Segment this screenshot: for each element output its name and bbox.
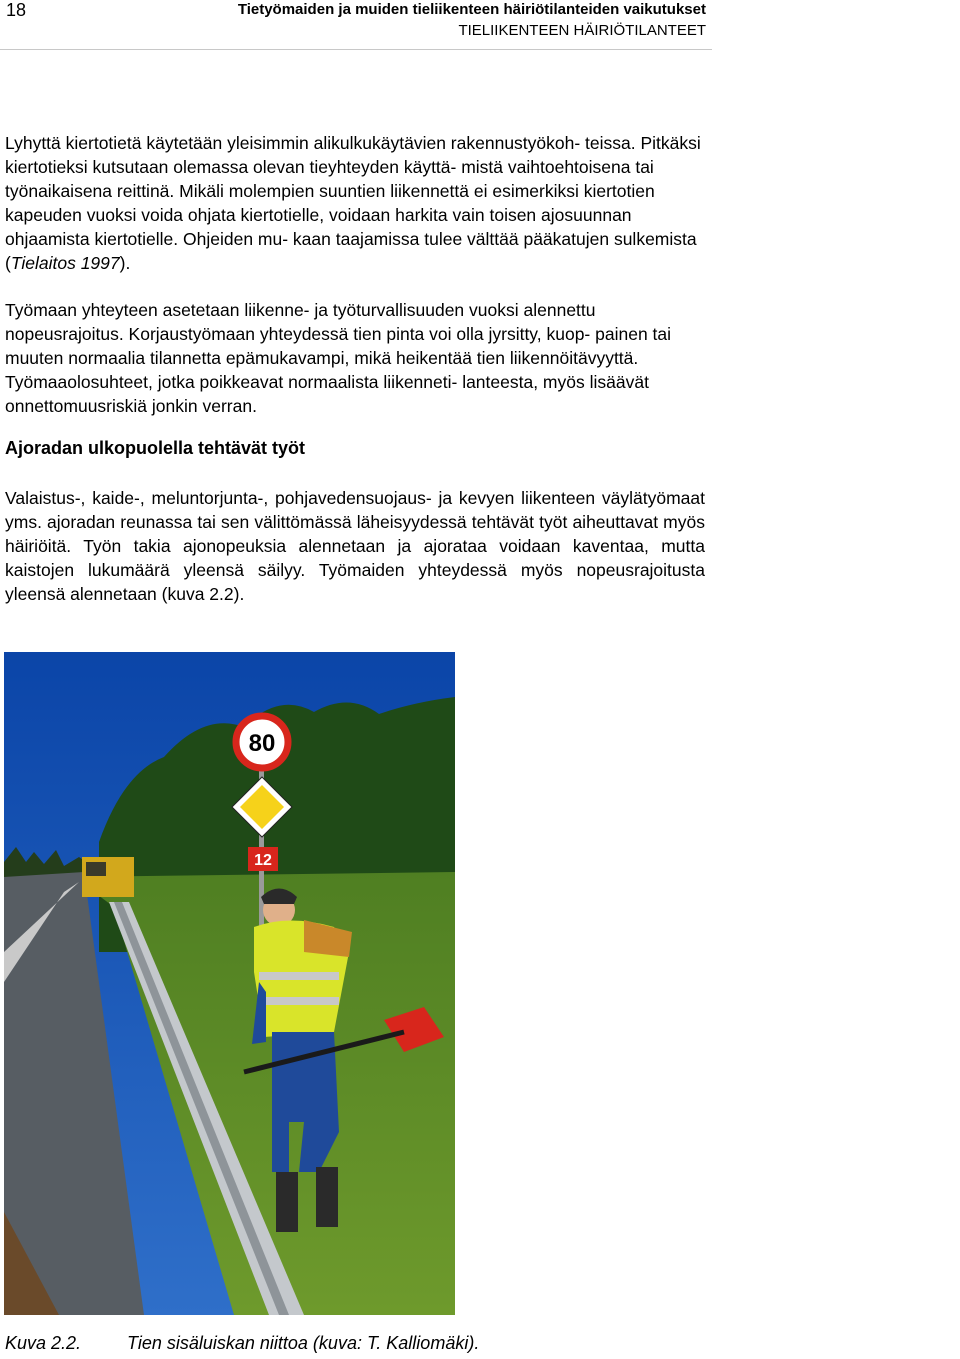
paragraph-detours-text: Lyhyttä kiertotietä käytetään yleisimmin alikulkukäytävien rakennustyökoh- teissa. Pitkäksi kiertotieksi kutsutaan olemassa olevan tieyhteyden käyttä- mistä vaihtoehtoisena tai työnaikaisena reittinä. Mikäli molempien suuntien liikennettä ei esimerkiksi kiertotien kapeuden vuoksi voida ohjata kiertotielle, voidaan harkita vain toisen ajosuunnan ohjaamista kiertotielle. Ohjeiden mu- kaan taajamissa tulee välttää pääkatujen sulkemista ( (5, 133, 701, 273)
paragraph-detours-end: ). (119, 253, 131, 273)
figure-caption (5, 1333, 479, 1354)
header-title: Tietyömaiden ja muiden tieliikenteen häiriötilanteiden vaikutukset (237, 1, 706, 18)
header-subtitle: TIELIIKENTEEN HÄIRIÖTILANTEET (458, 22, 706, 39)
paragraph-detours (5, 131, 705, 275)
paragraph-speed-limits: Työmaan yhteyteen asetetaan liikenne- ja työturvallisuuden vuoksi alennettu nopeusrajoitus. Korjaustyömaan yhteydessä tien pinta voi olla jyrsitty, kuop- painen tai muuten normaalia tilannetta epämukavampi, mikä heikentää tien liikennöitävyyttä. Työmaaolosuhteet, jotka poikkeavat normaalista liikenneti- lanteesta, myös lisäävät onnettomuusriskiä jonkin verran. (5, 300, 672, 416)
paragraph-roadside-works: Valaistus-, kaide-, meluntorjunta-, pohjavedensuojaus- ja kevyen liikenteen väylätyömaat yms. ajoradan reunassa tai sen välittömässä läheisyydessä tehtävät työt aiheuttavat myös häiriöitä. Työn takia ajonopeuksia alennetaan ja ajorataa voidaan kaventaa, mutta kaistojen lukumäärä yleensä säilyy. Työmaiden yhteydessä myös nopeusrajoitusta yleensä alennetaan (kuva 2.2). (5, 488, 705, 604)
figure-caption-label: Kuva 2.2. (5, 1333, 82, 1353)
speed-limit-value: 80 (248, 730, 276, 757)
section-heading: Ajoradan ulkopuolella tehtävät työt (5, 438, 306, 458)
figure-caption-text: Tien sisäluiskan niittoa (kuva: T. Kalliomäki). (127, 1333, 480, 1353)
distance-marker-value: 12 (254, 852, 272, 869)
header-divider (0, 49, 712, 50)
roadside-mowing-photo (4, 652, 455, 1315)
reference-citation: Tielaitos 1997 (10, 253, 120, 273)
page-number: 18 (6, 0, 27, 20)
running-header (238, 0, 706, 42)
